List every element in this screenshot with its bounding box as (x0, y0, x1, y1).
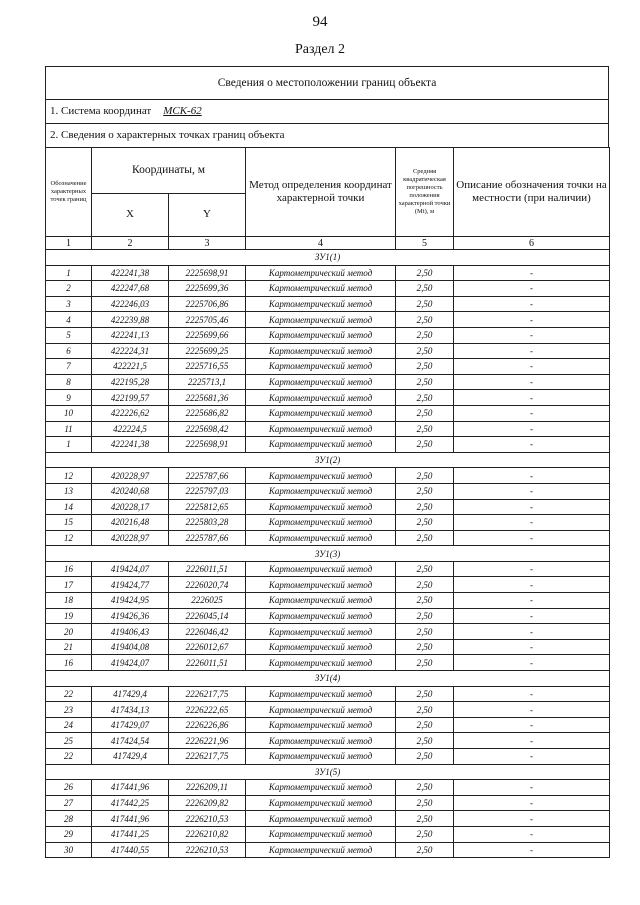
y-coordinate-cell: 2225698,91 (169, 265, 246, 281)
point-number-cell: 28 (46, 811, 92, 827)
table-row (46, 390, 610, 406)
method-cell: Картометрический метод (246, 639, 396, 655)
description-cell: - (454, 577, 610, 593)
column-number: 5 (396, 237, 454, 250)
error-cell: 2,50 (396, 686, 454, 702)
y-coordinate-cell: 2226221,96 (169, 733, 246, 749)
error-cell: 2,50 (396, 811, 454, 827)
description-cell: - (454, 483, 610, 499)
point-number-cell: 16 (46, 561, 92, 577)
method-cell: Картометрический метод (246, 624, 396, 640)
table-row (46, 530, 610, 546)
x-coordinate-cell: 419424,07 (92, 561, 169, 577)
description-cell: - (454, 795, 610, 811)
y-coordinate-cell: 2226217,75 (169, 749, 246, 765)
x-coordinate-cell: 417434,13 (92, 702, 169, 718)
y-coordinate-cell: 2225706,86 (169, 296, 246, 312)
point-number-cell: 26 (46, 780, 92, 796)
description-cell: - (454, 515, 610, 531)
description-cell: - (454, 717, 610, 733)
method-cell: Картометрический метод (246, 483, 396, 499)
description-cell: - (454, 749, 610, 765)
y-coordinate-cell: 2225797,03 (169, 483, 246, 499)
coordinate-system-line (45, 99, 609, 123)
method-cell: Картометрический метод (246, 593, 396, 609)
y-coordinate-cell: 2225716,55 (169, 359, 246, 375)
point-number-cell: 17 (46, 577, 92, 593)
description-cell: - (454, 437, 610, 453)
method-cell: Картометрический метод (246, 733, 396, 749)
description-cell: - (454, 780, 610, 796)
y-coordinate-cell: 2226012,67 (169, 639, 246, 655)
error-cell: 2,50 (396, 593, 454, 609)
y-coordinate-cell: 2226222,65 (169, 702, 246, 718)
x-coordinate-cell: 419404,08 (92, 639, 169, 655)
table-row (46, 483, 610, 499)
description-cell: - (454, 281, 610, 297)
error-cell: 2,50 (396, 702, 454, 718)
table-row (46, 327, 610, 343)
method-cell: Картометрический метод (246, 437, 396, 453)
table-row (46, 561, 610, 577)
description-cell: - (454, 530, 610, 546)
table-row (46, 343, 610, 359)
y-coordinate-cell: 2225787,66 (169, 530, 246, 546)
point-number-cell: 9 (46, 390, 92, 406)
y-coordinate-cell: 2225812,65 (169, 499, 246, 515)
x-coordinate-cell: 417429,4 (92, 749, 169, 765)
point-number-cell: 4 (46, 312, 92, 328)
x-coordinate-cell: 419424,77 (92, 577, 169, 593)
error-cell: 2,50 (396, 390, 454, 406)
y-coordinate-cell: 2226210,53 (169, 811, 246, 827)
method-cell: Картометрический метод (246, 780, 396, 796)
table-row (46, 593, 610, 609)
point-number-cell: 22 (46, 686, 92, 702)
col-x: X (92, 194, 169, 237)
error-cell: 2,50 (396, 265, 454, 281)
group-name: ЗУ1(4) (46, 671, 610, 687)
method-cell: Картометрический метод (246, 296, 396, 312)
description-cell: - (454, 296, 610, 312)
point-number-cell: 6 (46, 343, 92, 359)
boundary-table-frame (45, 66, 609, 858)
table-row (46, 826, 610, 842)
error-cell: 2,50 (396, 795, 454, 811)
point-number-cell: 30 (46, 842, 92, 858)
error-cell: 2,50 (396, 749, 454, 765)
y-coordinate-cell: 2225698,42 (169, 421, 246, 437)
description-cell: - (454, 702, 610, 718)
col-point-label: Обозначение характерных точек границ (46, 148, 92, 237)
error-cell: 2,50 (396, 281, 454, 297)
group-header-row (46, 452, 610, 468)
method-cell: Картометрический метод (246, 608, 396, 624)
table-row (46, 405, 610, 421)
table-row (46, 312, 610, 328)
coordinate-system-label: 1. Система координат (50, 105, 152, 117)
error-cell: 2,50 (396, 405, 454, 421)
table-row (46, 655, 610, 671)
point-number-cell: 21 (46, 639, 92, 655)
table-row (46, 842, 610, 858)
y-coordinate-cell: 2226210,53 (169, 842, 246, 858)
point-number-cell: 15 (46, 515, 92, 531)
error-cell: 2,50 (396, 374, 454, 390)
y-coordinate-cell: 2225705,46 (169, 312, 246, 328)
description-cell: - (454, 639, 610, 655)
description-cell: - (454, 374, 610, 390)
y-coordinate-cell: 2226011,51 (169, 655, 246, 671)
description-cell: - (454, 327, 610, 343)
coordinate-system-value: МСК-62 (163, 105, 202, 117)
method-cell: Картометрический метод (246, 811, 396, 827)
group-name: ЗУ1(1) (46, 250, 610, 266)
group-header-row (46, 546, 610, 562)
x-coordinate-cell: 417442,25 (92, 795, 169, 811)
column-number: 4 (246, 237, 396, 250)
group-name: ЗУ1(3) (46, 546, 610, 562)
method-cell: Картометрический метод (246, 655, 396, 671)
x-coordinate-cell: 417441,25 (92, 826, 169, 842)
col-description: Описание обозначения точки на местности (при наличии) (454, 148, 610, 237)
point-number-cell: 16 (46, 655, 92, 671)
x-coordinate-cell: 417440,55 (92, 842, 169, 858)
group-name: ЗУ1(5) (46, 764, 610, 780)
x-coordinate-cell: 422239,88 (92, 312, 169, 328)
point-number-cell: 5 (46, 327, 92, 343)
y-coordinate-cell: 2225698,91 (169, 437, 246, 453)
page-number: 94 (312, 14, 328, 30)
y-coordinate-cell: 2226046,42 (169, 624, 246, 640)
point-number-cell: 14 (46, 499, 92, 515)
points-table-body (46, 250, 610, 858)
table-row (46, 374, 610, 390)
method-cell: Картометрический метод (246, 702, 396, 718)
x-coordinate-cell: 422241,13 (92, 327, 169, 343)
point-number-cell: 19 (46, 608, 92, 624)
description-cell: - (454, 655, 610, 671)
y-coordinate-cell: 2226020,74 (169, 577, 246, 593)
description-cell: - (454, 390, 610, 406)
description-cell: - (454, 686, 610, 702)
error-cell: 2,50 (396, 437, 454, 453)
point-number-cell: 7 (46, 359, 92, 375)
y-coordinate-cell: 2225803,28 (169, 515, 246, 531)
method-cell: Картометрический метод (246, 327, 396, 343)
column-number: 6 (454, 237, 610, 250)
description-cell: - (454, 842, 610, 858)
y-coordinate-cell: 2226209,11 (169, 780, 246, 796)
description-cell: - (454, 499, 610, 515)
description-cell: - (454, 343, 610, 359)
method-cell: Картометрический метод (246, 281, 396, 297)
point-number-cell: 13 (46, 483, 92, 499)
point-number-cell: 1 (46, 265, 92, 281)
table-row (46, 780, 610, 796)
table-row (46, 437, 610, 453)
method-cell: Картометрический метод (246, 374, 396, 390)
error-cell: 2,50 (396, 312, 454, 328)
description-cell: - (454, 624, 610, 640)
x-coordinate-cell: 420240,68 (92, 483, 169, 499)
y-coordinate-cell: 2226226,86 (169, 717, 246, 733)
y-coordinate-cell: 2225681,36 (169, 390, 246, 406)
error-cell: 2,50 (396, 717, 454, 733)
x-coordinate-cell: 417424,54 (92, 733, 169, 749)
x-coordinate-cell: 420228,17 (92, 499, 169, 515)
error-cell: 2,50 (396, 561, 454, 577)
method-cell: Картометрический метод (246, 468, 396, 484)
error-cell: 2,50 (396, 826, 454, 842)
table-row (46, 421, 610, 437)
error-cell: 2,50 (396, 296, 454, 312)
point-number-cell: 27 (46, 795, 92, 811)
error-cell: 2,50 (396, 359, 454, 375)
y-coordinate-cell: 2226025 (169, 593, 246, 609)
column-number: 1 (46, 237, 92, 250)
method-cell: Картометрический метод (246, 530, 396, 546)
description-cell: - (454, 312, 610, 328)
point-number-cell: 22 (46, 749, 92, 765)
x-coordinate-cell: 422221,5 (92, 359, 169, 375)
method-cell: Картометрический метод (246, 421, 396, 437)
table-row (46, 281, 610, 297)
y-coordinate-cell: 2225699,36 (169, 281, 246, 297)
method-cell: Картометрический метод (246, 515, 396, 531)
y-coordinate-cell: 2226045,14 (169, 608, 246, 624)
error-cell: 2,50 (396, 327, 454, 343)
x-coordinate-cell: 422199,57 (92, 390, 169, 406)
x-coordinate-cell: 422241,38 (92, 265, 169, 281)
table-row (46, 499, 610, 515)
description-cell: - (454, 826, 610, 842)
y-coordinate-cell: 2226011,51 (169, 561, 246, 577)
col-coordinates: Координаты, м (92, 148, 246, 194)
error-cell: 2,50 (396, 483, 454, 499)
method-cell: Картометрический метод (246, 842, 396, 858)
y-coordinate-cell: 2225699,25 (169, 343, 246, 359)
point-number-cell: 12 (46, 468, 92, 484)
x-coordinate-cell: 417441,96 (92, 811, 169, 827)
method-cell: Картометрический метод (246, 686, 396, 702)
description-cell: - (454, 421, 610, 437)
x-coordinate-cell: 422195,28 (92, 374, 169, 390)
description-cell: - (454, 359, 610, 375)
method-cell: Картометрический метод (246, 359, 396, 375)
x-coordinate-cell: 420228,97 (92, 468, 169, 484)
point-number-cell: 29 (46, 826, 92, 842)
table-row (46, 515, 610, 531)
y-coordinate-cell: 2225686,82 (169, 405, 246, 421)
error-cell: 2,50 (396, 733, 454, 749)
col-error: Средняя квадратическая погрешность положения характерной точки (Мt), м (396, 148, 454, 237)
error-cell: 2,50 (396, 530, 454, 546)
table-row (46, 811, 610, 827)
method-cell: Картометрический метод (246, 577, 396, 593)
error-cell: 2,50 (396, 624, 454, 640)
method-cell: Картометрический метод (246, 561, 396, 577)
point-number-cell: 25 (46, 733, 92, 749)
group-name: ЗУ1(2) (46, 452, 610, 468)
table-row (46, 733, 610, 749)
error-cell: 2,50 (396, 639, 454, 655)
error-cell: 2,50 (396, 499, 454, 515)
column-number: 2 (92, 237, 169, 250)
table-row (46, 608, 610, 624)
column-number-row (46, 237, 610, 250)
x-coordinate-cell: 422241,38 (92, 437, 169, 453)
error-cell: 2,50 (396, 343, 454, 359)
point-number-cell: 10 (46, 405, 92, 421)
point-number-cell: 18 (46, 593, 92, 609)
x-coordinate-cell: 419406,43 (92, 624, 169, 640)
column-number: 3 (169, 237, 246, 250)
x-coordinate-cell: 419424,95 (92, 593, 169, 609)
point-number-cell: 24 (46, 717, 92, 733)
error-cell: 2,50 (396, 468, 454, 484)
method-cell: Картометрический метод (246, 312, 396, 328)
table-title: Сведения о местоположении границ объекта (45, 66, 609, 99)
point-number-cell: 1 (46, 437, 92, 453)
x-coordinate-cell: 419424,07 (92, 655, 169, 671)
method-cell: Картометрический метод (246, 390, 396, 406)
error-cell: 2,50 (396, 421, 454, 437)
group-header-row (46, 250, 610, 266)
point-number-cell: 20 (46, 624, 92, 640)
method-cell: Картометрический метод (246, 717, 396, 733)
x-coordinate-cell: 419426,36 (92, 608, 169, 624)
point-number-cell: 12 (46, 530, 92, 546)
x-coordinate-cell: 422224,31 (92, 343, 169, 359)
description-cell: - (454, 608, 610, 624)
table-row (46, 795, 610, 811)
x-coordinate-cell: 422246,03 (92, 296, 169, 312)
table-row (46, 577, 610, 593)
y-coordinate-cell: 2226217,75 (169, 686, 246, 702)
x-coordinate-cell: 420216,48 (92, 515, 169, 531)
description-cell: - (454, 733, 610, 749)
error-cell: 2,50 (396, 515, 454, 531)
group-header-row (46, 764, 610, 780)
table-row (46, 296, 610, 312)
y-coordinate-cell: 2225713,1 (169, 374, 246, 390)
section-title: Раздел 2 (294, 42, 346, 57)
y-coordinate-cell: 2226209,82 (169, 795, 246, 811)
y-coordinate-cell: 2225699,66 (169, 327, 246, 343)
table-row (46, 639, 610, 655)
table-row (46, 624, 610, 640)
x-coordinate-cell: 422247,68 (92, 281, 169, 297)
points-heading: 2. Сведения о характерных точках границ объекта (45, 123, 609, 147)
method-cell: Картометрический метод (246, 265, 396, 281)
col-y: Y (169, 194, 246, 237)
error-cell: 2,50 (396, 577, 454, 593)
description-cell: - (454, 561, 610, 577)
points-table (45, 147, 610, 858)
description-cell: - (454, 468, 610, 484)
x-coordinate-cell: 417429,4 (92, 686, 169, 702)
table-row (46, 468, 610, 484)
x-coordinate-cell: 422224,5 (92, 421, 169, 437)
method-cell: Картометрический метод (246, 795, 396, 811)
error-cell: 2,50 (396, 842, 454, 858)
description-cell: - (454, 811, 610, 827)
point-number-cell: 8 (46, 374, 92, 390)
method-cell: Картометрический метод (246, 405, 396, 421)
y-coordinate-cell: 2225787,66 (169, 468, 246, 484)
point-number-cell: 11 (46, 421, 92, 437)
error-cell: 2,50 (396, 655, 454, 671)
point-number-cell: 2 (46, 281, 92, 297)
table-row (46, 717, 610, 733)
table-row (46, 686, 610, 702)
table-row (46, 265, 610, 281)
method-cell: Картометрический метод (246, 826, 396, 842)
x-coordinate-cell: 420228,97 (92, 530, 169, 546)
description-cell: - (454, 265, 610, 281)
table-row (46, 359, 610, 375)
table-row (46, 749, 610, 765)
group-header-row (46, 671, 610, 687)
description-cell: - (454, 405, 610, 421)
x-coordinate-cell: 417441,96 (92, 780, 169, 796)
y-coordinate-cell: 2226210,82 (169, 826, 246, 842)
error-cell: 2,50 (396, 608, 454, 624)
method-cell: Картометрический метод (246, 343, 396, 359)
point-number-cell: 3 (46, 296, 92, 312)
col-method: Метод определения координат характерной точки (246, 148, 396, 237)
error-cell: 2,50 (396, 780, 454, 796)
x-coordinate-cell: 417429,07 (92, 717, 169, 733)
point-number-cell: 23 (46, 702, 92, 718)
description-cell: - (454, 593, 610, 609)
table-row (46, 702, 610, 718)
x-coordinate-cell: 422226,62 (92, 405, 169, 421)
method-cell: Картометрический метод (246, 749, 396, 765)
method-cell: Картометрический метод (246, 499, 396, 515)
